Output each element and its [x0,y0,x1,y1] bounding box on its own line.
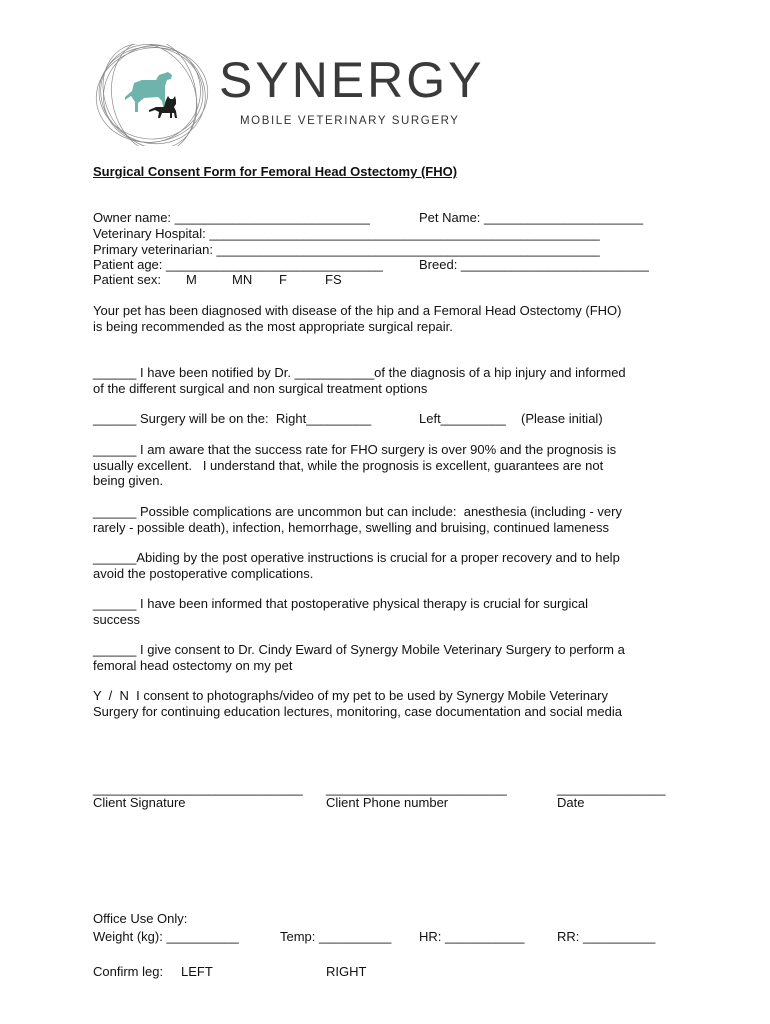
client-signature-label: Client Signature [93,795,186,810]
rr-field[interactable]: RR: __________ [557,929,656,944]
pet-name-field[interactable]: Pet Name: ______________________ [419,210,644,225]
confirm-leg-right[interactable]: RIGHT [326,964,367,979]
sex-option-mn[interactable]: MN [232,272,253,287]
sex-option-m[interactable]: M [186,272,197,287]
date-label: Date [557,795,585,810]
sex-option-f[interactable]: F [279,272,287,287]
veterinary-hospital-field[interactable]: Veterinary Hospital: ______________________________________________________ [93,226,600,241]
breed-field[interactable]: Breed: __________________________ [419,257,649,272]
surgery-side-note: (Please initial) [521,411,603,426]
hr-field[interactable]: HR: ___________ [419,929,525,944]
surgery-side-left[interactable]: Left_________ [419,411,506,426]
patient-sex-label: Patient sex: [93,272,161,287]
sex-option-fs[interactable]: FS [325,272,342,287]
brand-tagline: MOBILE VETERINARY SURGERY [240,115,460,127]
client-signature-line[interactable]: _____________________________ [93,781,303,796]
consent-item-success-rate[interactable]: ______ I am aware that the success rate for FHO surgery is over 90% and the prognosis is usually excellent. I understand that, while the prognosis is excellent, guarantees are not being given. [93,442,617,488]
patient-age-field[interactable]: Patient age: ______________________________ [93,257,383,272]
owner-name-field[interactable]: Owner name: ___________________________ [93,210,370,225]
consent-item-photo-consent[interactable]: Y / N I consent to photographs/video of my pet to be used by Synergy Mobile Veterinary Surgery for continuing education lectures, monitoring, case documentation and social media [93,688,622,719]
form-title: Surgical Consent Form for Femoral Head Ostectomy (FHO) [93,164,458,179]
weight-field[interactable]: Weight (kg): __________ [93,929,239,944]
date-line[interactable]: _______________ [557,781,666,796]
brand-name: SYNERGY [219,52,485,108]
client-phone-label: Client Phone number [326,795,449,810]
diagnosis-text: Your pet has been diagnosed with disease of the hip and a Femoral Head Ostectomy (FHO) is being recommended as the most appropriate surgical repair. [93,303,622,334]
dog-and-cat-logo-icon [92,44,212,146]
office-use-heading: Office Use Only: [93,911,188,926]
primary-veterinarian-field[interactable]: Primary veterinarian: _____________________________________________________ [93,242,600,257]
surgery-side-right[interactable]: ______ Surgery will be on the: Right_________ [93,411,372,426]
consent-item-notified[interactable]: ______ I have been notified by Dr. ___________of the diagnosis of a hip injury and informed of the different surgical and non surgical treatment options [93,365,626,396]
confirm-leg-label: Confirm leg: [93,964,164,979]
consent-item-physical-therapy[interactable]: ______ I have been informed that postoperative physical therapy is crucial for surgical success [93,596,589,627]
temp-field[interactable]: Temp: __________ [280,929,392,944]
consent-item-complications[interactable]: ______ Possible complications are uncommon but can include: anesthesia (including - very rarely - possible death), infection, hemorrhage, swelling and bruising, continued lameness [93,504,622,535]
client-phone-line[interactable]: _________________________ [326,781,507,796]
consent-item-post-op[interactable]: ______Abiding by the post operative instructions is crucial for a proper recovery and to help avoid the postoperative complications. [93,550,620,581]
confirm-leg-left[interactable]: LEFT [181,964,213,979]
consent-item-surgery-consent[interactable]: ______ I give consent to Dr. Cindy Eward of Synergy Mobile Veterinary Surgery to perform a femoral head ostectomy on my pet [93,642,625,673]
